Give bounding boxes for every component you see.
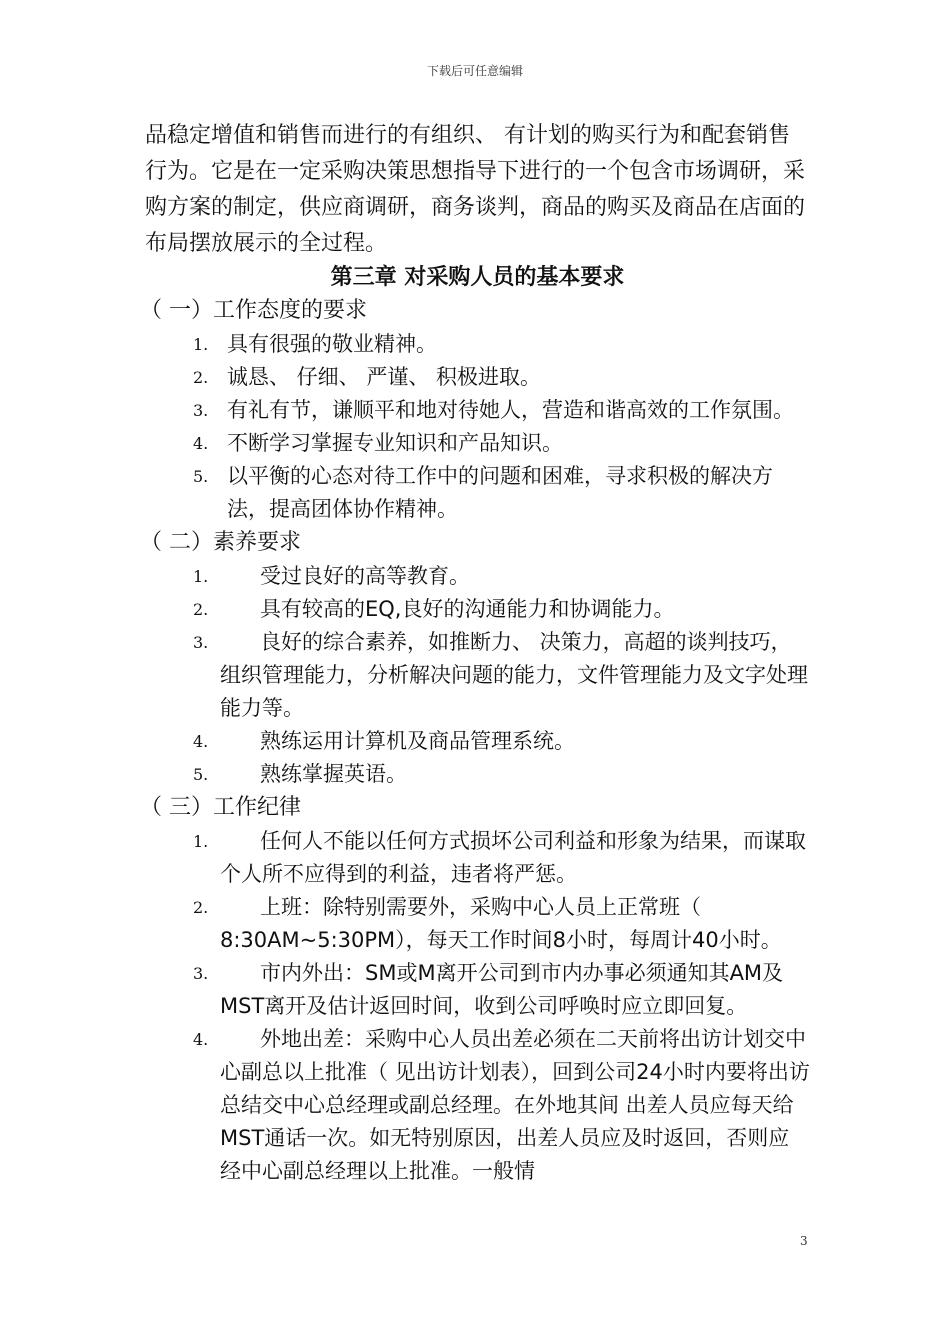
list-item [145,626,810,725]
item-text: 熟练运用计算机及商品管理系统。 [260,729,575,753]
item-text: 熟练掌握英语。 [260,762,407,786]
item-text: 以平衡的心态对待工作中的问题和困难，寻求积极的解决方法，提高团体协作精神。 [227,464,773,521]
page-header: 下载后可任意编辑 [426,64,523,78]
list-item [145,891,810,957]
item-number: 3. [193,633,209,652]
list-item [145,328,810,361]
item-number: 4. [193,434,209,453]
item-number: 1. [193,567,209,586]
item-text: 任何人不能以任何方式损坏公司利益和形象为结果，而谋取个人所不应得到的利益，违者将严惩。 [220,829,806,886]
list-item [145,825,810,891]
section-title: （ 一）工作态度的要求 [140,298,367,323]
item-number: 5. [193,765,209,784]
item-text: 良好的综合素养，如推断力、 决策力，高超的谈判技巧，组织管理能力，分析解决问题的能力，文件管理能力及文字处理能力等。 [220,630,808,720]
item-text: 受过良好的高等教育。 [260,564,470,588]
item-number: 2. [193,368,209,387]
list-item [145,460,810,526]
list-item [145,725,810,758]
item-number: 4. [193,732,209,751]
list-item [145,957,810,1023]
item-number: 5. [193,467,209,486]
item-number: 4. [193,1030,209,1049]
section-title: （ 二）素养要求 [140,530,301,555]
document-body [140,118,810,1188]
item-number: 2. [193,600,209,619]
item-text: 具有很强的敬业精神。 [227,332,437,356]
item-text: 外地出差：采购中心人员出差必须在二天前将出访计划交中心副总以上批准（ 见出访计划表），回到公司24小时内要将出访总结交中心总经理或副总经理。在外地其间 出差人员应每天给MST通话一次。如无特别原因，出差人员应及时返回，否则应经中心副总经理以上批准。一般情 [220,1027,810,1183]
section-title: （ 三）工作纪律 [140,795,301,820]
page-number: 3 [800,1234,808,1248]
list-item [145,427,810,460]
item-number: 2. [193,898,209,917]
list-qualifications [145,560,810,791]
list-item [145,593,810,626]
item-number: 3. [193,401,209,420]
list-item [145,1023,810,1188]
item-text: 具有较高的EQ,良好的沟通能力和协调能力。 [260,597,675,621]
chapter-title: 第三章 对采购人员的基本要求 [330,265,625,290]
list-work-discipline [145,825,810,1188]
item-number: 1. [193,832,209,851]
intro-paragraph: 品稳定增值和销售而进行的有组织、 有计划的购买行为和配套销售行为。它是在一定采购决策思想指导下进行的一个包含市场调研，采购方案的制定，供应商调研，商务谈判，商品的购买及商品在店面的布局摆放展示的全过程。 [145,123,806,256]
item-text: 不断学习掌握专业知识和产品知识。 [227,431,563,455]
list-work-attitude [145,328,810,526]
item-text: 有礼有节，谦顺平和地对待她人，营造和谐高效的工作氛围。 [227,398,794,422]
item-text: 诚恳、 仔细、 严谨、 积极进取。 [227,365,542,389]
list-item [145,361,810,394]
list-item [145,560,810,593]
item-number: 1. [193,335,209,354]
list-item [145,758,810,791]
list-item [145,394,810,427]
item-number: 3. [193,964,209,983]
item-text: 上班：除特别需要外，采购中心人员上正常班（ 8:30AM~5:30PM），每天工作时间8小时，每周计40小时。 [220,895,782,952]
item-text: 市内外出：SM或M离开公司到市内办事必须通知其AM及MST离开及估计返回时间，收到公司呼唤时应立即回复。 [220,961,784,1018]
